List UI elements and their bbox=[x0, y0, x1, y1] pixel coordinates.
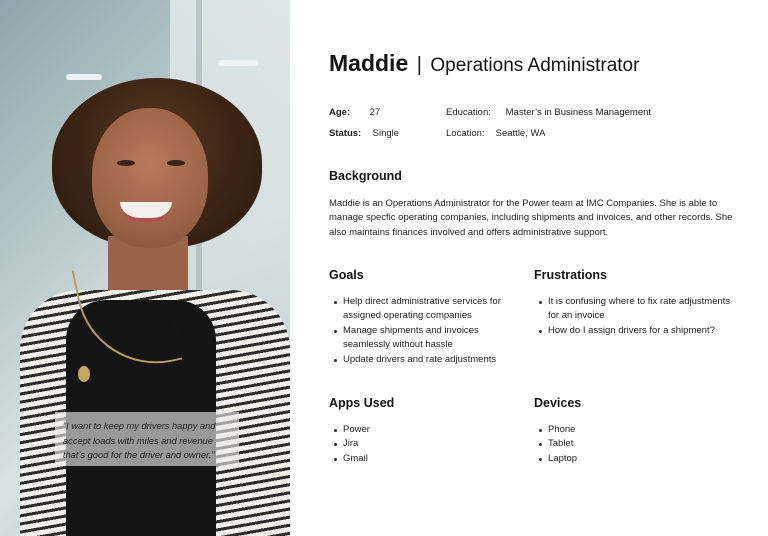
goals-heading: Goals bbox=[329, 268, 364, 282]
list-item: Update drivers and rate adjustments bbox=[329, 353, 509, 367]
age-info bbox=[329, 107, 380, 118]
photo-ceiling-light bbox=[66, 74, 102, 80]
age-label: Age: bbox=[329, 107, 351, 118]
persona-name: Maddie bbox=[329, 50, 409, 76]
list-item: It is confusing where to fix rate adjustments for an invoice bbox=[534, 295, 734, 324]
goals-list bbox=[329, 295, 509, 367]
status-value: Single bbox=[372, 128, 400, 139]
frustrations-heading: Frustrations bbox=[534, 268, 607, 282]
photo-pendant bbox=[78, 366, 90, 382]
education-value: Master’s in Business Management bbox=[505, 107, 652, 118]
devices-list bbox=[534, 423, 714, 466]
list-item: Laptop bbox=[534, 452, 714, 466]
photo-ceiling-light bbox=[218, 60, 258, 66]
age-value: 27 bbox=[369, 107, 381, 118]
list-item: Gmail bbox=[329, 452, 509, 466]
photo-face bbox=[92, 108, 208, 248]
list-item: Jira bbox=[329, 437, 509, 451]
persona-role: Operations Administrator bbox=[430, 55, 640, 76]
persona-quote: “I want to keep my drivers happy and accept loads with miles and revenue that’s good for the driver and owner.” bbox=[55, 412, 239, 466]
list-item: Manage shipments and invoices seamlessly without hassle bbox=[329, 324, 509, 353]
location-value: Seattle, WA bbox=[495, 128, 546, 139]
background-text: Maddie is an Operations Administrator for the Power team at IMC Companies. She is able to manage specfic operating companies, including shipments and invoices, and other records. She also maintains finances involved and offers administrative support. bbox=[329, 198, 733, 238]
list-item: Power bbox=[329, 423, 509, 437]
persona-header bbox=[329, 50, 639, 77]
education-label: Education: bbox=[446, 107, 491, 118]
apps-heading: Apps Used bbox=[329, 396, 395, 410]
list-item: How do I assign drivers for a shipment? bbox=[534, 324, 734, 338]
devices-heading: Devices bbox=[534, 396, 582, 410]
photo-eye bbox=[167, 160, 185, 166]
persona-content bbox=[329, 0, 749, 536]
list-item: Help direct administrative services for assigned operating companies bbox=[329, 295, 509, 324]
status-info bbox=[329, 128, 399, 139]
title-separator: | bbox=[416, 54, 422, 76]
location-info bbox=[446, 128, 545, 139]
frustrations-list bbox=[534, 295, 734, 338]
list-item: Phone bbox=[534, 423, 714, 437]
education-info bbox=[446, 107, 651, 118]
photo-eye bbox=[117, 160, 135, 166]
location-label: Location: bbox=[446, 128, 485, 139]
status-label: Status: bbox=[329, 128, 362, 139]
apps-list bbox=[329, 423, 509, 466]
list-item: Tablet bbox=[534, 437, 714, 451]
background-heading: Background bbox=[329, 169, 402, 183]
